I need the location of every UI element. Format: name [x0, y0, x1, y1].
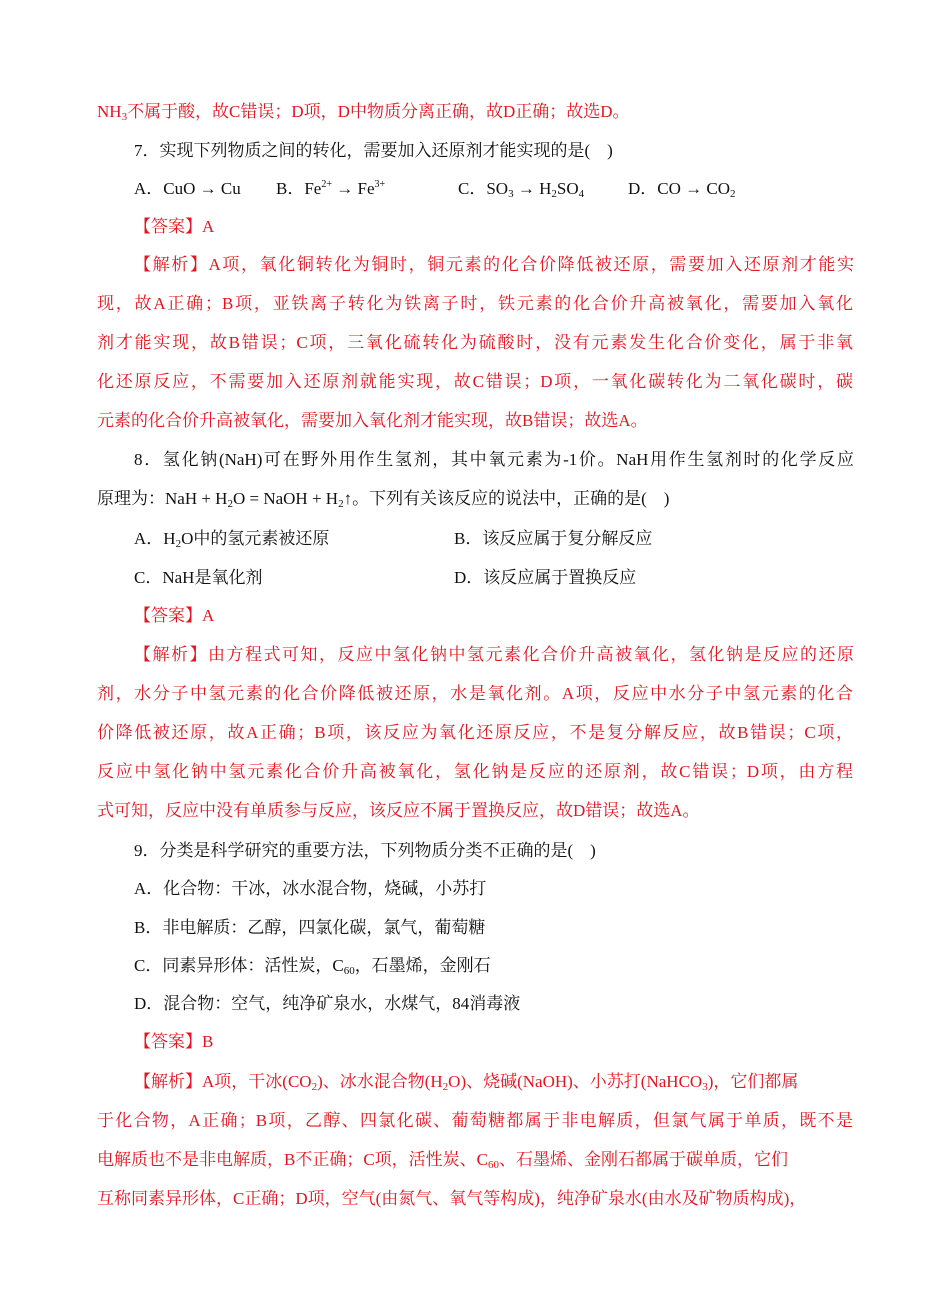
- text: 原理为：NaH + H: [97, 489, 228, 508]
- option-b: [454, 528, 652, 550]
- subscript: 60: [343, 965, 355, 977]
- question-9-analysis-line-4: 互称同素异形体，C正确；D项，空气(由氮气、氧气等构成)，纯净矿泉水(由水及矿物质构成)，: [97, 1189, 807, 1208]
- question-9-option-a: A．化合物：干冰，冰水混合物，烧碱，小苏打: [134, 879, 487, 898]
- question-8-options-row-2: [134, 567, 636, 589]
- question-8-analysis-line-2: 剂，水分子中氢元素的化合价降低被还原，水是氧化剂。A项，反应中水分子中氢元素的化合: [97, 684, 853, 703]
- subscript: 2: [730, 188, 736, 200]
- text: ，石墨烯，金刚石: [354, 956, 491, 975]
- question-7-analysis-line-2: 现，故A正确；B项，亚铁离子转化为铁离子时，铁元素的化合价升高被氧化，需要加入氧化: [97, 294, 853, 313]
- question-9-option-b: B．非电解质：乙醇，四氯化碳，氯气，葡萄糖: [134, 918, 486, 937]
- text: NH: [97, 102, 122, 121]
- text: 【解析】A项，干冰(CO: [134, 1072, 312, 1091]
- subscript: 2: [442, 1081, 449, 1093]
- question-8-options-row-1: [134, 528, 652, 550]
- option-label: D．: [628, 179, 658, 198]
- subscript: 2: [551, 188, 557, 200]
- subscript: 60: [488, 1159, 500, 1171]
- prev-analysis-tail: [97, 101, 630, 123]
- question-9-analysis-line-2: 于化合物，A正确；B项，乙醇、四氯化碳、葡萄糖都属于非电解质，但氯气属于单质，既不是: [97, 1111, 853, 1130]
- text: C．同素异形体：活性炭，C: [134, 956, 344, 975]
- option-label: D．: [454, 568, 484, 587]
- option-text: 该反应属于置换反应: [483, 568, 637, 587]
- subscript: 3: [702, 1081, 708, 1093]
- question-9-analysis-line-1: [134, 1071, 798, 1093]
- text: CO → CO: [657, 179, 731, 198]
- subscript: 3: [121, 111, 128, 123]
- text: )、冰水混合物(H: [317, 1072, 443, 1091]
- option-label: C．: [134, 568, 163, 587]
- question-8-stem-line-1: 8．氢化钠(NaH)可在野外用作生氢剂，其中氧元素为-1价。NaH用作生氢剂时的化学反应: [134, 450, 854, 469]
- option-text: 该反应属于复分解反应: [482, 529, 653, 548]
- subscript: 3: [508, 188, 514, 200]
- text: H: [163, 529, 176, 548]
- text: → H: [513, 179, 552, 198]
- text: ↑。下列有关该反应的说法中，正确的是( ): [343, 489, 670, 508]
- superscript: 2+: [321, 179, 332, 190]
- option-label: B．: [276, 179, 305, 198]
- question-9-stem: 9．分类是科学研究的重要方法，下列物质分类不正确的是( ): [134, 841, 596, 860]
- text: 、石墨烯、金刚石都属于碳单质，它们: [499, 1150, 789, 1169]
- question-7-options: [134, 178, 736, 200]
- option-d: [454, 567, 636, 589]
- option-text: NaH是氧化剂: [162, 568, 263, 587]
- text: → Fe: [331, 179, 375, 198]
- question-8-analysis-line-5: 式可知，反应中没有单质参与反应，该反应不属于置换反应，故D错误；故选A。: [97, 801, 700, 820]
- option-label: A．: [134, 179, 164, 198]
- text: O)、烧碱(NaOH)、小苏打(NaHCO: [448, 1072, 703, 1091]
- superscript: 3+: [374, 179, 386, 190]
- option-label: A．: [134, 529, 164, 548]
- question-8-analysis-line-1: 【解析】由方程式可知，反应中氢化钠中氢元素化合价升高被氧化，氢化钠是反应的还原: [134, 645, 854, 664]
- text: Fe: [304, 179, 322, 198]
- subscript: 4: [578, 188, 585, 200]
- option-c: [458, 178, 628, 200]
- question-8-stem-line-2: [97, 488, 669, 510]
- question-9-analysis-line-3: [97, 1149, 788, 1171]
- text: O = NaOH + H: [232, 489, 339, 508]
- text: 电解质也不是非电解质，B不正确；C项，活性炭、C: [97, 1150, 489, 1169]
- text: 不属于酸，故C错误；D项，D中物质分离正确，故D正确；故选D。: [127, 102, 630, 121]
- option-a: [134, 528, 454, 550]
- question-8-analysis-line-4: 反应中氢化钠中氢元素化合价升高被氧化，氢化钠是反应的还原剂，故C错误；D项，由方程: [97, 762, 853, 781]
- question-7-analysis-line-3: 剂才能实现，故B错误；C项，三氧化硫转化为硫酸时，没有元素发生化合价变化，属于非氧: [97, 333, 853, 352]
- text: SO: [556, 179, 579, 198]
- question-7-analysis-line-1: 【解析】A项，氧化铜转化为铜时，铜元素的化合价降低被还原，需要加入还原剂才能实: [134, 255, 854, 274]
- option-b: [276, 178, 458, 200]
- question-7-analysis-line-4: 化还原反应，不需要加入还原剂就能实现，故C错误；D项，一氧化碳转化为二氧化碳时，碳: [97, 372, 853, 391]
- question-8-analysis-line-3: 价降低被还原，故A正确；B项，该反应为氧化还原反应，不是复分解反应，故B错误；C项，: [97, 723, 853, 742]
- option-text: CuO → Cu: [163, 179, 241, 198]
- question-8-answer: 【答案】A: [134, 606, 215, 625]
- question-7-answer: 【答案】A: [134, 217, 215, 236]
- question-9-option-d: D．混合物：空气，纯净矿泉水，水煤气，84消毒液: [134, 994, 521, 1013]
- question-9-answer: 【答案】B: [134, 1032, 214, 1051]
- option-d: [628, 178, 736, 200]
- option-c: [134, 567, 454, 589]
- question-7-stem: 7．实现下列物质之间的转化，需要加入还原剂才能实现的是( ): [134, 141, 613, 160]
- subscript: 2: [338, 498, 344, 510]
- question-7-analysis-line-5: 元素的化合价升高被氧化，需要加入氧化剂才能实现，故B错误；故选A。: [97, 411, 648, 430]
- subscript: 2: [227, 498, 233, 510]
- subscript: 2: [175, 538, 182, 550]
- text: O中的氢元素被还原: [181, 529, 330, 548]
- option-a: [134, 178, 276, 200]
- text: )，它们都属: [707, 1072, 799, 1091]
- subscript: 2: [311, 1081, 318, 1093]
- text: SO: [486, 179, 509, 198]
- option-label: B．: [454, 529, 483, 548]
- option-label: C．: [458, 179, 487, 198]
- question-9-option-c: [134, 955, 491, 977]
